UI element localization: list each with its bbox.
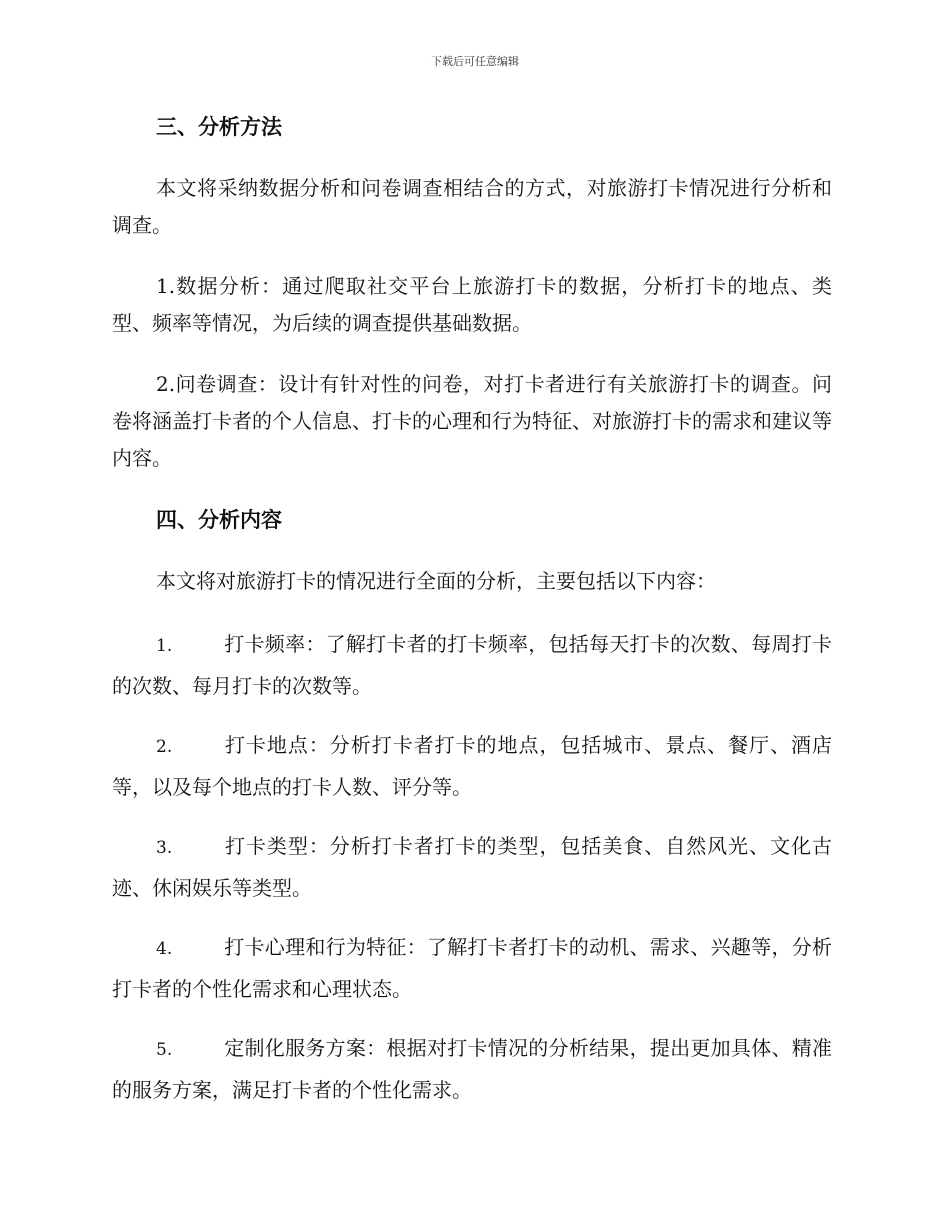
list-item-text: 打卡地点：分析打卡者打卡的地点，包括城市、景点、餐厅、酒店等，以及每个地点的打卡人数、评分等。 xyxy=(112,733,832,799)
list-item xyxy=(112,624,832,706)
method-item-data-analysis: 1.数据分析：通过爬取社交平台上旅游打卡的数据，分析打卡的地点、类型、频率等情况，为后续的调查提供基础数据。 xyxy=(112,274,832,335)
list-item xyxy=(112,1028,832,1110)
section-heading-method: 三、分析方法 xyxy=(156,114,282,139)
document-body xyxy=(112,108,832,1129)
page-header: 下载后可任意编辑 xyxy=(431,55,519,68)
section-heading-content: 四、分析内容 xyxy=(156,507,282,532)
list-item-number: 5. xyxy=(156,1040,173,1060)
list-item-number: 2. xyxy=(156,737,173,757)
list-item-text: 打卡类型：分析打卡者打卡的类型，包括美食、自然风光、文化古迹、休闲娱乐等类型。 xyxy=(112,834,832,900)
content-intro-paragraph: 本文将对旅游打卡的情况进行全面的分析，主要包括以下内容： xyxy=(156,569,716,593)
list-item xyxy=(112,826,832,908)
list-item-number: 1. xyxy=(156,636,173,656)
list-item-text: 打卡心理和行为特征：了解打卡者打卡的动机、需求、兴趣等，分析打卡者的个性化需求和心理状态。 xyxy=(112,935,832,1001)
list-item-number: 3. xyxy=(156,838,173,858)
method-item-questionnaire: 2.问卷调查：设计有针对性的问卷，对打卡者进行有关旅游打卡的调查。问卷将涵盖打卡者的个人信息、打卡的心理和行为特征、对旅游打卡的需求和建议等内容。 xyxy=(112,372,832,470)
method-intro-paragraph: 本文将采纳数据分析和问卷调查相结合的方式，对旅游打卡情况进行分析和调查。 xyxy=(112,176,832,237)
list-item-number: 4. xyxy=(156,939,173,959)
list-item-text: 定制化服务方案：根据对打卡情况的分析结果，提出更加具体、精准的服务方案，满足打卡者的个性化需求。 xyxy=(112,1036,832,1102)
list-item-text: 打卡频率：了解打卡者的打卡频率，包括每天打卡的次数、每周打卡的次数、每月打卡的次数等。 xyxy=(112,632,832,698)
list-item xyxy=(112,927,832,1009)
list-item xyxy=(112,725,832,807)
